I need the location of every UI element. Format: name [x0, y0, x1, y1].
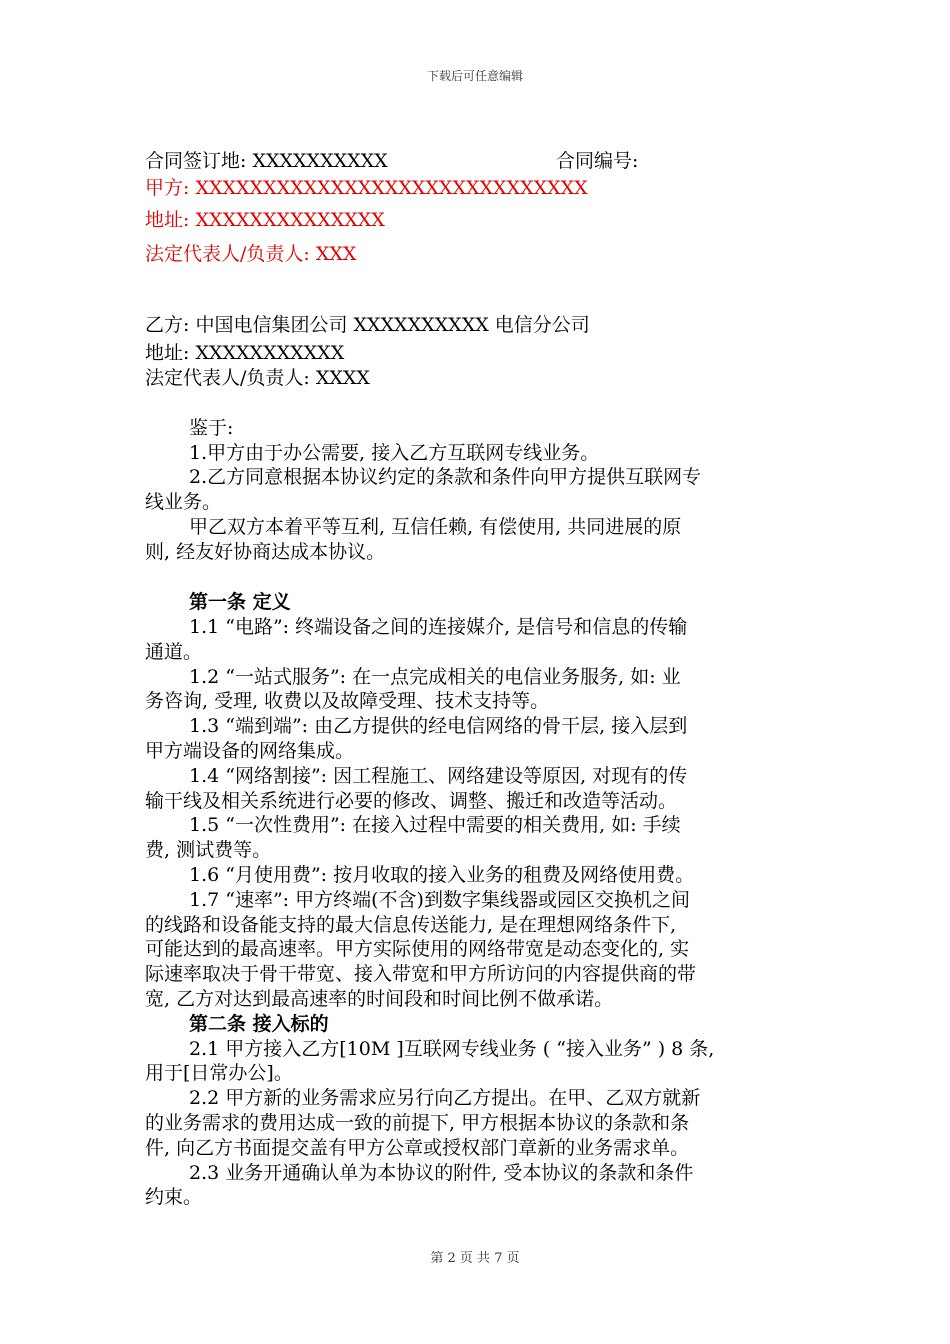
- party-a-representative: 法定代表人/负责人: XXX: [145, 243, 357, 265]
- article-1-line: 甲方端设备的网络集成。: [145, 740, 355, 762]
- article-1-line: 费, 测试费等。: [145, 839, 272, 861]
- article-2-line: 2.1 甲方接入乙方[10M ]互联网专线业务 ( “接入业务” ) 8 条,: [189, 1038, 715, 1060]
- article-2-line: 件, 向乙方书面提交盖有甲方公章或授权部门章新的业务需求单。: [145, 1137, 690, 1159]
- preamble-line: 甲乙双方本着平等互利, 互信任赖, 有偿使用, 共同进展的原: [189, 516, 682, 538]
- article-1-line: 1.2 “一站式服务”: 在一点完成相关的电信业务服务, 如: 业: [189, 666, 681, 688]
- article-1-line: 输干线及相关系统进行必要的修改、调整、搬迁和改造等活动。: [145, 790, 678, 812]
- header-note: 下载后可任意编辑: [426, 69, 523, 83]
- party-a-address: 地址: XXXXXXXXXXXXXX: [145, 209, 385, 231]
- article-2-line: 2.3 业务开通确认单为本协议的附件, 受本协议的条款和条件: [189, 1162, 694, 1184]
- party-a: 甲方: XXXXXXXXXXXXXXXXXXXXXXXXXXXXX: [145, 177, 588, 199]
- contract-number-label: 合同编号:: [556, 150, 639, 172]
- party-b: 乙方: 中国电信集团公司 XXXXXXXXXX 电信分公司: [145, 314, 590, 336]
- article-1-line: 通道。: [145, 641, 203, 663]
- party-b-address: 地址: XXXXXXXXXXX: [145, 342, 345, 364]
- article-2-title: 第二条 接入标的: [189, 1013, 329, 1035]
- article-1-line: 务咨询, 受理, 收费以及故障受理、技术支持等。: [145, 690, 550, 712]
- article-1-line: 1.3 “端到端”: 由乙方提供的经电信网络的骨干层, 接入层到: [189, 715, 688, 737]
- article-2-line: 用于[日常办公]。: [145, 1062, 293, 1084]
- article-1-line: 可能达到的最高速率。甲方实际使用的网络带宽是动态变化的, 实: [145, 938, 690, 960]
- sign-place: 合同签订地: XXXXXXXXXX: [145, 150, 388, 172]
- party-b-representative: 法定代表人/负责人: XXXX: [145, 367, 370, 389]
- article-2-line: 约束。: [145, 1186, 203, 1208]
- preamble-line: 线业务。: [145, 491, 222, 513]
- article-2-line: 的业务需求的费用达成一致的前提下, 甲方根据本协议的条款和条: [145, 1112, 690, 1134]
- preamble-line: 1.甲方由于办公需要, 接入乙方互联网专线业务。: [189, 442, 600, 464]
- page-footer: 第 2 页 共 7 页: [430, 1251, 520, 1266]
- article-1-line: 宽, 乙方对达到最高速率的时间段和时间比例不做承诺。: [145, 988, 614, 1010]
- article-1-line: 1.1 “电路”: 终端设备之间的连接媒介, 是信号和信息的传输: [189, 616, 688, 638]
- preamble-line: 2.乙方同意根据本协议约定的条款和条件向甲方提供互联网专: [189, 466, 702, 488]
- article-1-line: 际速率取决于骨干带宽、接入带宽和甲方所访问的内容提供商的带: [145, 963, 697, 985]
- article-1-line: 的线路和设备能支持的最大信息传送能力, 是在理想网络条件下,: [145, 914, 677, 936]
- article-1-line: 1.4 “网络割接”: 因工程施工、网络建设等原因, 对现有的传: [189, 765, 688, 787]
- article-1-line: 1.6 “月使用费”: 按月收取的接入业务的租费及网络使用费。: [189, 864, 695, 886]
- article-1-line: 1.5 “一次性费用”: 在接入过程中需要的相关费用, 如: 手续: [189, 814, 681, 836]
- article-2-line: 2.2 甲方新的业务需求应另行向乙方提出。在甲、乙双方就新: [189, 1087, 701, 1109]
- preamble-line: 鉴于:: [189, 417, 234, 439]
- article-1-title: 第一条 定义: [189, 591, 291, 613]
- article-1-line: 1.7 “速率”: 甲方终端(不含)到数字集线器或园区交换机之间: [189, 889, 690, 911]
- preamble-line: 则, 经友好协商达成本协议。: [145, 541, 386, 563]
